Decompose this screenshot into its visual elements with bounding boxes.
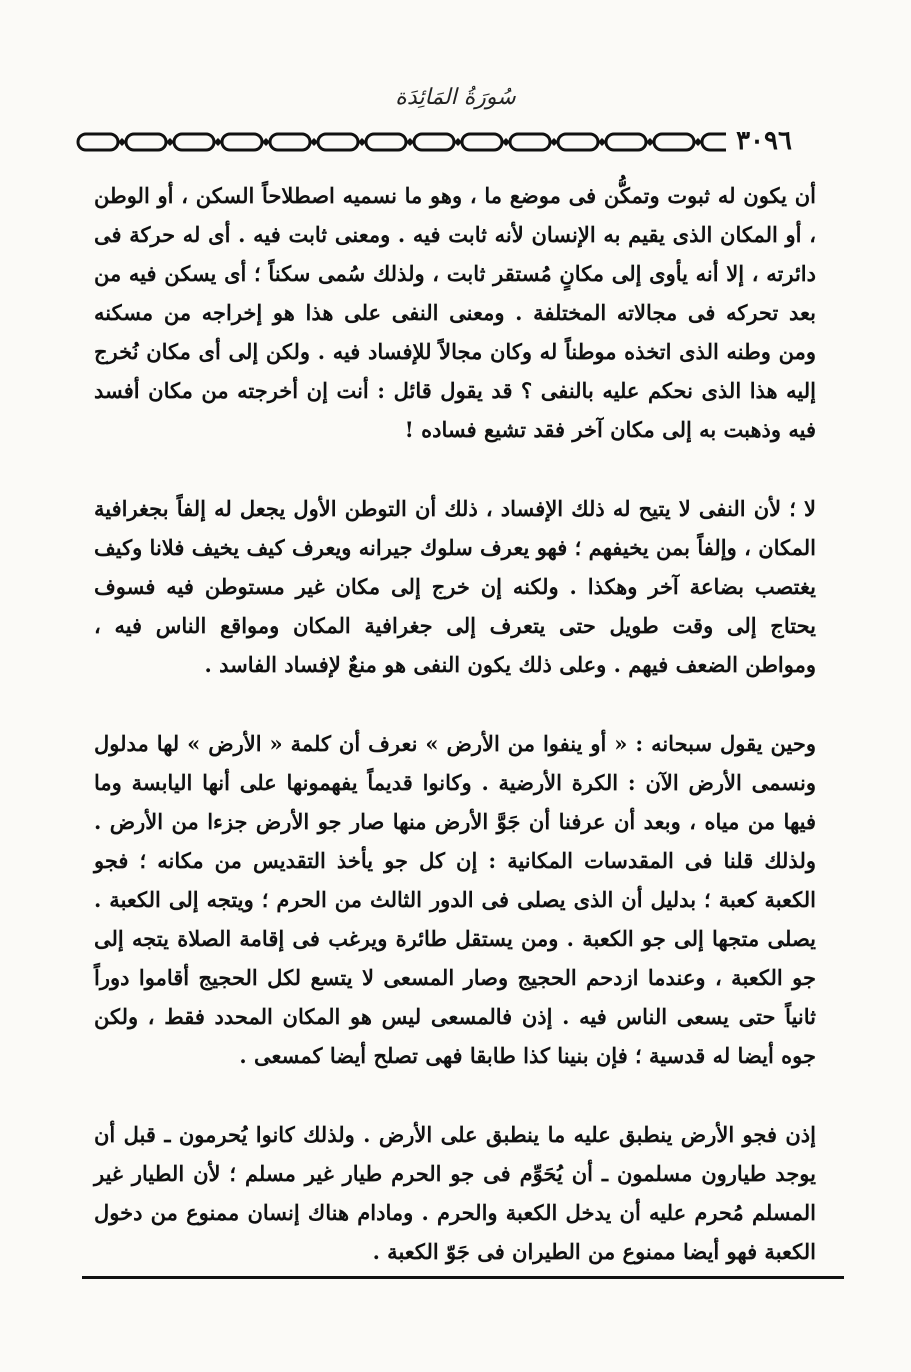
ornament-link [270, 134, 310, 150]
ornament-link [126, 134, 166, 150]
ornament-border [76, 128, 836, 156]
ornament-link [558, 134, 598, 150]
paragraph-4: إذن فجو الأرض ينطبق عليه ما ينطبق على الأرض . ولذلك كانوا يُحرمون ـ قبل أن يوجد طيارون مسلمون ـ أن يُحَوِّم فى جو الحرم طيار غير مسلم ؛ لأن الطيار غير المسلم مُحرم عليه أن يدخل الكعبة والحرم . ومادام هناك إنسان ممنوع من دخول الكعبة فهو أيضا ممنوع من الطيران فى جَوّ الكعبة . [94, 1122, 816, 1264]
ornament-link [414, 134, 454, 150]
paragraph-1: أن يكون له ثبوت وتمكُّن فى موضع ما ، وهو ما نسميه اصطلاحاً السكن ، أو الوطن ، أو المكان الذى يقيم به الإنسان لأنه ثابت فيه . ومعنى ثابت فيه . أى له حركة فى دائرته ، إلا أنه يأوى إلى مكانٍ مُستقر ثابت ، ولذلك سُمى سكناً ؛ أى يسكن فيه من بعد تحركه فى مجالاته المختلفة . ومعنى النفى على هذا هو إخراجه من مسكنه ومن وطنه الذى اتخذه موطناً له وكان مجالاً للإفساد فيه . ولكن إلى أى مكان نُخرج إليه هذا الذى نحكم عليه بالنفى ؟ قد يقول قائل : أنت إن أخرجته من مكان أفسد فيه وذهبت به إلى مكان آخر فقد تشيع فساده ! [94, 183, 816, 442]
surah-title: سُورَةُ المَائِدَة [395, 85, 516, 110]
ornament-link [462, 134, 502, 150]
page-number: ٣٠٩٦ [726, 127, 802, 155]
footer-rule [82, 1276, 844, 1279]
ornament-link [654, 134, 694, 150]
ornament-link [606, 134, 646, 150]
ornament-link [318, 134, 358, 150]
ornament-link [366, 134, 406, 150]
main-text [94, 176, 816, 1271]
paragraph-2: لا ؛ لأن النفى لا يتيح له ذلك الإفساد ، ذلك أن التوطن الأول يجعل له إلفاً بجغرافية المكان ، وإلفاً بمن يخيفهم ؛ فهو يعرف سلوك جيرانه ويعرف كيف يخيف فلانا وكيف يغتصب بضاعة آخر وهكذا . ولكنه إن خرج إلى مكان غير مستوطن فيه فسوف يحتاج إلى وقت طويل حتى يتعرف إلى جغرافية المكان ومواقع الناس فيه ، ومواطن الضعف فيهم . وعلى ذلك يكون النفى هو منعٌ لإفساد الفاسد . [94, 496, 816, 677]
paragraph-3: وحين يقول سبحانه : « أو ينفوا من الأرض » نعرف أن كلمة « الأرض » لها مدلول ونسمى الأرض الآن : الكرة الأرضية . وكانوا قديماً يفهمونها على أنها اليابسة وما فيها من مياه ، وبعد أن عرفنا أن جَوَّ الأرض منها صار جو الأرض جزءا من الأرض . ولذلك قلنا فى المقدسات المكانية : إن كل جو يأخذ التقديس من مكانه ؛ فجو الكعبة كعبة ؛ بدليل أن الذى يصلى فى الدور الثالث من الحرم ؛ ويتجه إلى الكعبة . يصلى متجها إلى جو الكعبة . ومن يستقل طائرة ويرغب فى إقامة الصلاة يتجه إلى جو الكعبة ، وعندما ازدحم الحجيج وصار المسعى لا يتسع لكل الحجيج أقاموا دوراً ثانياً حتى يسعى الناس فيه . إذن فالمسعى ليس هو المكان المحدد فقط ، ولكن جوه أيضا له قدسية ؛ فإن بنينا كذا طابقا فهى تصلح أيضا كمسعى . [94, 731, 816, 1068]
ornament-link [510, 134, 550, 150]
ornament-link [222, 134, 262, 150]
ornament-link [78, 134, 118, 150]
ornament-link [174, 134, 214, 150]
